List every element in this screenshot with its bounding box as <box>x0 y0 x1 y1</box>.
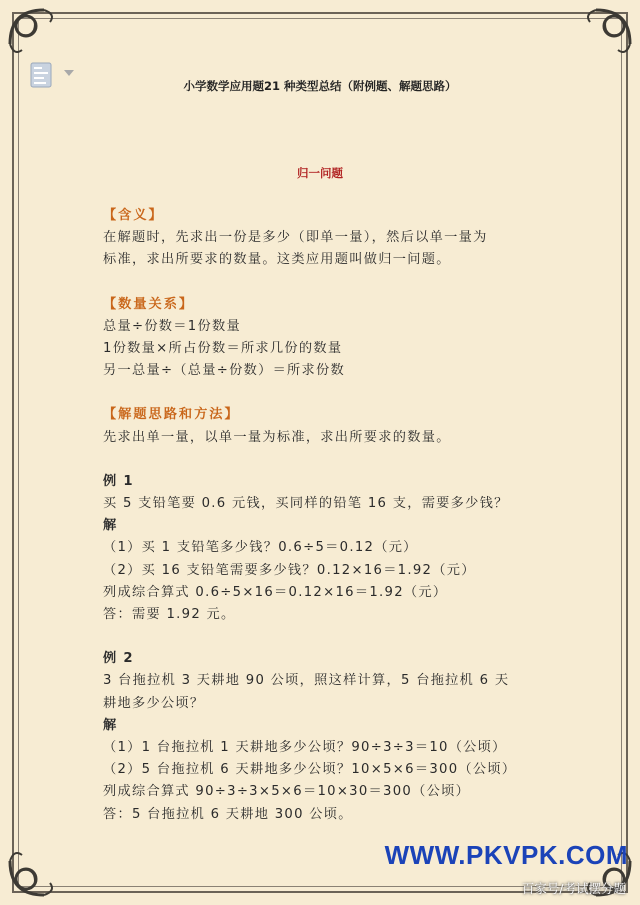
method-heading: 【解题思路和方法】 <box>103 407 240 423</box>
example-1-step: 列成综合算式 0.6÷5×16＝0.12×16＝1.92（元） <box>103 584 448 600</box>
meaning-heading: 【含义】 <box>103 208 164 223</box>
example-2-step: 列成综合算式 90÷3÷3×5×6＝10×30＝300（公顷） <box>103 784 471 800</box>
relation-line: 1份数量×所占份数＝所求几份的数量 <box>103 341 343 357</box>
relations-heading: 【数量关系】 <box>103 296 195 312</box>
example-2-label: 例 2 <box>103 651 134 667</box>
corner-ornament-icon <box>4 831 74 901</box>
example-2-answer: 答：5 台拖拉机 6 天耕地 300 公顷。 <box>103 806 353 822</box>
method-line: 先求出单一量，以单一量为标准，求出所要求的数量。 <box>103 429 451 445</box>
site-watermark: WWW.PKVPK.COM <box>384 840 628 870</box>
relation-line: 总量÷份数＝1份数量 <box>103 318 241 334</box>
example-2-question: 耕地多少公顷？ <box>103 695 205 711</box>
example-2-question: 3 台拖拉机 3 天耕地 90 公顷，照这样计算，5 台拖拉机 6 天 <box>103 673 510 689</box>
example-1-solution-label: 解 <box>103 518 118 534</box>
example-1-label: 例 1 <box>103 473 134 489</box>
meaning-line: 在解题时，先求出一份是多少（即单一量），然后以单一量为 <box>103 230 488 246</box>
meaning-line: 标准，求出所要求的数量。这类应用题叫做归一问题。 <box>103 252 451 268</box>
example-1-step: （1）买 1 支铅笔多少钱？0.6÷5＝0.12（元） <box>103 540 418 556</box>
section-title: 归一问题 <box>297 166 343 180</box>
chevron-down-icon[interactable] <box>64 70 74 76</box>
example-2-step: （1）1 台拖拉机 1 天耕地多少公顷？90÷3÷3＝10（公顷） <box>103 740 507 756</box>
example-1-question: 买 5 支铅笔要 0.6 元钱，买同样的铅笔 16 支，需要多少钱？ <box>103 496 509 512</box>
relation-line: 另一总量÷（总量÷份数）＝所求份数 <box>103 363 346 379</box>
document-body <box>103 205 563 826</box>
example-2-solution-label: 解 <box>103 717 118 733</box>
example-2-step: （2）5 台拖拉机 6 天耕地多少公顷？10×5×6＝300（公顷） <box>103 762 517 778</box>
source-credit: 百家号/考试摆分题 <box>521 881 626 896</box>
document-title: 小学数学应用题21 种类型总结（附例题、解题思路） <box>183 79 457 93</box>
example-1-answer: 答：需要 1.92 元。 <box>103 607 236 623</box>
example-1-step: （2）买 16 支铅笔需要多少钱？0.12×16＝1.92（元） <box>103 562 476 578</box>
corner-ornament-icon <box>566 4 636 74</box>
